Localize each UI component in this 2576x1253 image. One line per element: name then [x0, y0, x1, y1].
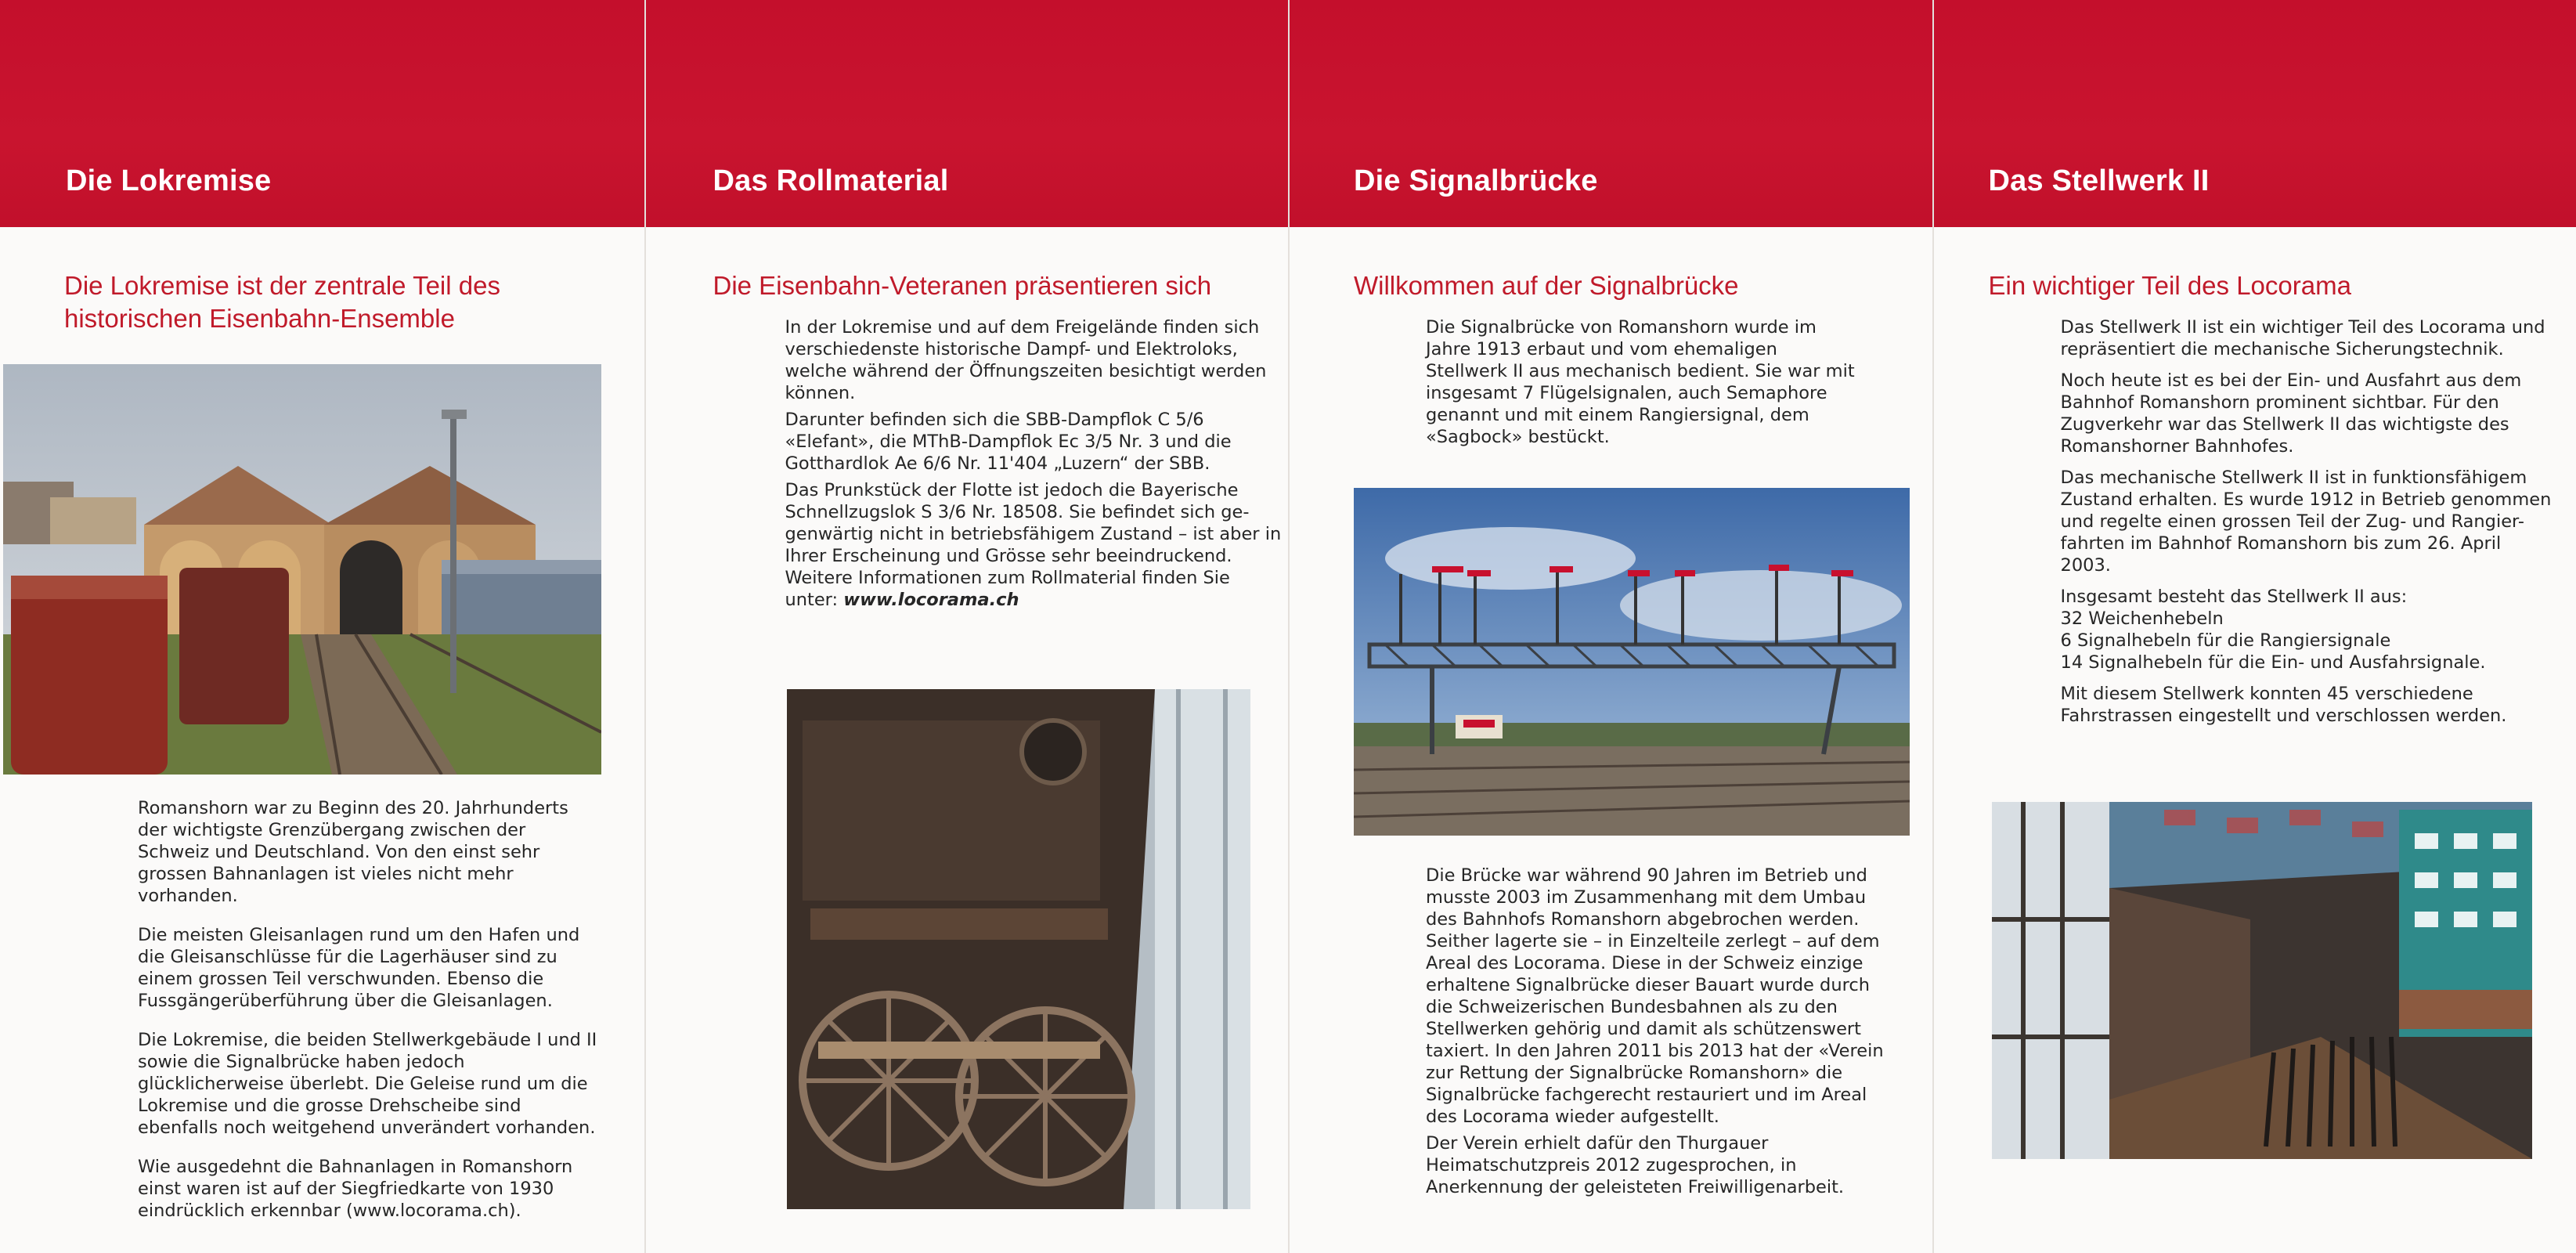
paragraph: Mit diesem Stellwerk konnten 45 verschiedene Fahrstrassen eingestellt und verschlossen werden.: [2060, 684, 2507, 726]
panel-signalbruecke: [1288, 0, 1932, 1253]
signalbruecke-text-top: [1426, 316, 1855, 457]
lokremise-photo: [3, 364, 601, 775]
signal-bridge-photo: [1354, 488, 1910, 836]
lokremise-text: [138, 797, 597, 1231]
paragraph: unter: www.locorama.ch: [785, 590, 1019, 610]
paragraph: Die meisten Gleisanlagen rund um den Hafen und die Gleisanschlüsse für die Lagerhäuser sind zu einem grossen Teil verschwunden. Ebenso die Fussgängerüberführung über die Gleisanlagen.: [138, 925, 580, 1011]
paragraph: Insgesamt besteht das Stellwerk II aus: 32 Weichenhebeln 6 Signalhebeln für die Rangiersignale 14 Signalhebeln für die Ein- und Ausfahrsignale.: [2060, 587, 2486, 673]
paragraph: Der Verein erhielt dafür den Thurgauer Heimatschutzpreis 2012 zugesprochen, in Anerkennung der geleisteten Freiwilligenarbeit.: [1426, 1133, 1845, 1197]
paragraph: Das Prunkstück der Flotte ist jedoch die Bayerische Schnellzugslok S 3/6 Nr. 18508. Sie befindet sich ge- genwärtig nicht in betriebsfähigem Zustand – ist aber in Ihrer Erscheinung und Grösse sehr beeindruckend. Weitere Informationen zum Rollmaterial finden Sie: [785, 480, 1282, 588]
panel-title: Die Lokremise: [66, 164, 272, 197]
paragraph: Das Stellwerk II ist ein wichtiger Teil des Locorama und repräsentiert die mechanische Sicherungstechnik.: [2060, 317, 2545, 359]
header-band: [1934, 0, 2576, 227]
header-band: [1290, 0, 1932, 227]
paragraph: Die Lokremise, die beiden Stellwerkgebäude I und II sowie die Signalbrücke haben jedoch glücklicherweise überlebt. Die Geleise rund um die Lokremise und die grosse Drehscheibe sind ebenfalls noch weitgehend unverändert vorhanden.: [138, 1030, 597, 1138]
paragraph: Wie ausgedehnt die Bahnanlagen in Romanshorn einst waren ist auf der Siegfriedkarte von 1930 eindrücklich erkennbar (www.locorama.ch).: [138, 1157, 573, 1221]
interlocking-interior-photo: [1992, 802, 2532, 1159]
paragraph: Die Signalbrücke von Romanshorn wurde im Jahre 1913 erbaut und vom ehemaligen Stellwerk II aus mechanisch bedient. Sie war mit insgesamt 7 Flügelsignalen, auch Semaphore genannt und mit einem Rangiersignal, dem «Sagbock» bestückt.: [1426, 317, 1855, 447]
paragraph: Noch heute ist es bei der Ein- und Ausfahrt aus dem Bahnhof Romanshorn prominent sichtbar. Für den Zugverkehr war das Stellwerk II das wichtigste des Romanshorner Bahnhofes.: [2060, 370, 2522, 457]
panel-subtitle: Ein wichtiger Teil des Locorama: [1988, 271, 2351, 300]
paragraph: Die Brücke war während 90 Jahren im Betrieb und musste 2003 im Zusammenhang mit dem Umbau des Bahnhofs Romanshorn abgebrochen werden. Seither lagerte sie – in Einzelteile zerlegt – auf dem Areal des Locorama. Diese in der Schweiz einzige erhaltene Signalbrücke dieser Bauart wurde durch die Schweizerischen Bundesbahnen als zu den Stellwerken gehörig und damit als schützenswert taxiert. In den Jahren 2011 bis 2013 hat der «Verein zur Rettung der Signalbrücke Romanshorn» die Signalbrücke fachgerecht restauriert und im Areal des Locorama wieder aufgestellt.: [1426, 865, 1884, 1127]
panel-title: Das Stellwerk II: [1988, 164, 2210, 197]
rollmaterial-text: [785, 316, 1282, 620]
paragraph: Darunter befinden sich die SBB-Dampflok C 5/6 «Elefant», die MThB-Dampflok Ec 3/5 Nr. 3 und die Gotthardlok Ae 6/6 Nr. 11'404 „Luzern“ der SBB.: [785, 410, 1232, 474]
panel-title: Das Rollmaterial: [713, 164, 949, 197]
panel-title: Die Signalbrücke: [1354, 164, 1598, 197]
locorama-link[interactable]: www.locorama.ch: [843, 590, 1019, 610]
header-band: [646, 0, 1289, 227]
panel-stellwerk: [1932, 0, 2576, 1253]
steam-locomotive-photo: [787, 689, 1250, 1209]
signalbruecke-text-bottom: [1426, 865, 1884, 1208]
paragraph: Das mechanische Stellwerk II ist in funktionsfähigem Zustand erhalten. Es wurde 1912 in Betrieb genommen und regelte einen grossen Teil der Zug- und Rangier- fahrten im Bahnhof Romanshorn bis zum 26. April 2003.: [2060, 468, 2552, 576]
panel-subtitle: Willkommen auf der Signalbrücke: [1354, 271, 1739, 300]
stellwerk-text: [2061, 316, 2552, 736]
panel-rollmaterial: [644, 0, 1289, 1253]
panel-subtitle: Die Eisenbahn-Veteranen präsentieren sich: [713, 271, 1212, 300]
paragraph: Romanshorn war zu Beginn des 20. Jahrhunderts der wichtigste Grenzübergang zwischen der Schweiz und Deutschland. Von den einst sehr grossen Bahnanlagen ist vieles nicht mehr vorhanden.: [138, 798, 568, 906]
header-band: [0, 0, 644, 227]
panel-subtitle: Die Lokremise ist der zentrale Teil des historischen Eisenbahn-Ensemble: [64, 271, 500, 333]
panel-lokremise: [0, 0, 644, 1253]
paragraph: In der Lokremise und auf dem Freigelände finden sich verschiedenste historische Dampf- und Elektroloks, welche während der Öffnungszeiten besichtigt werden können.: [785, 317, 1267, 403]
